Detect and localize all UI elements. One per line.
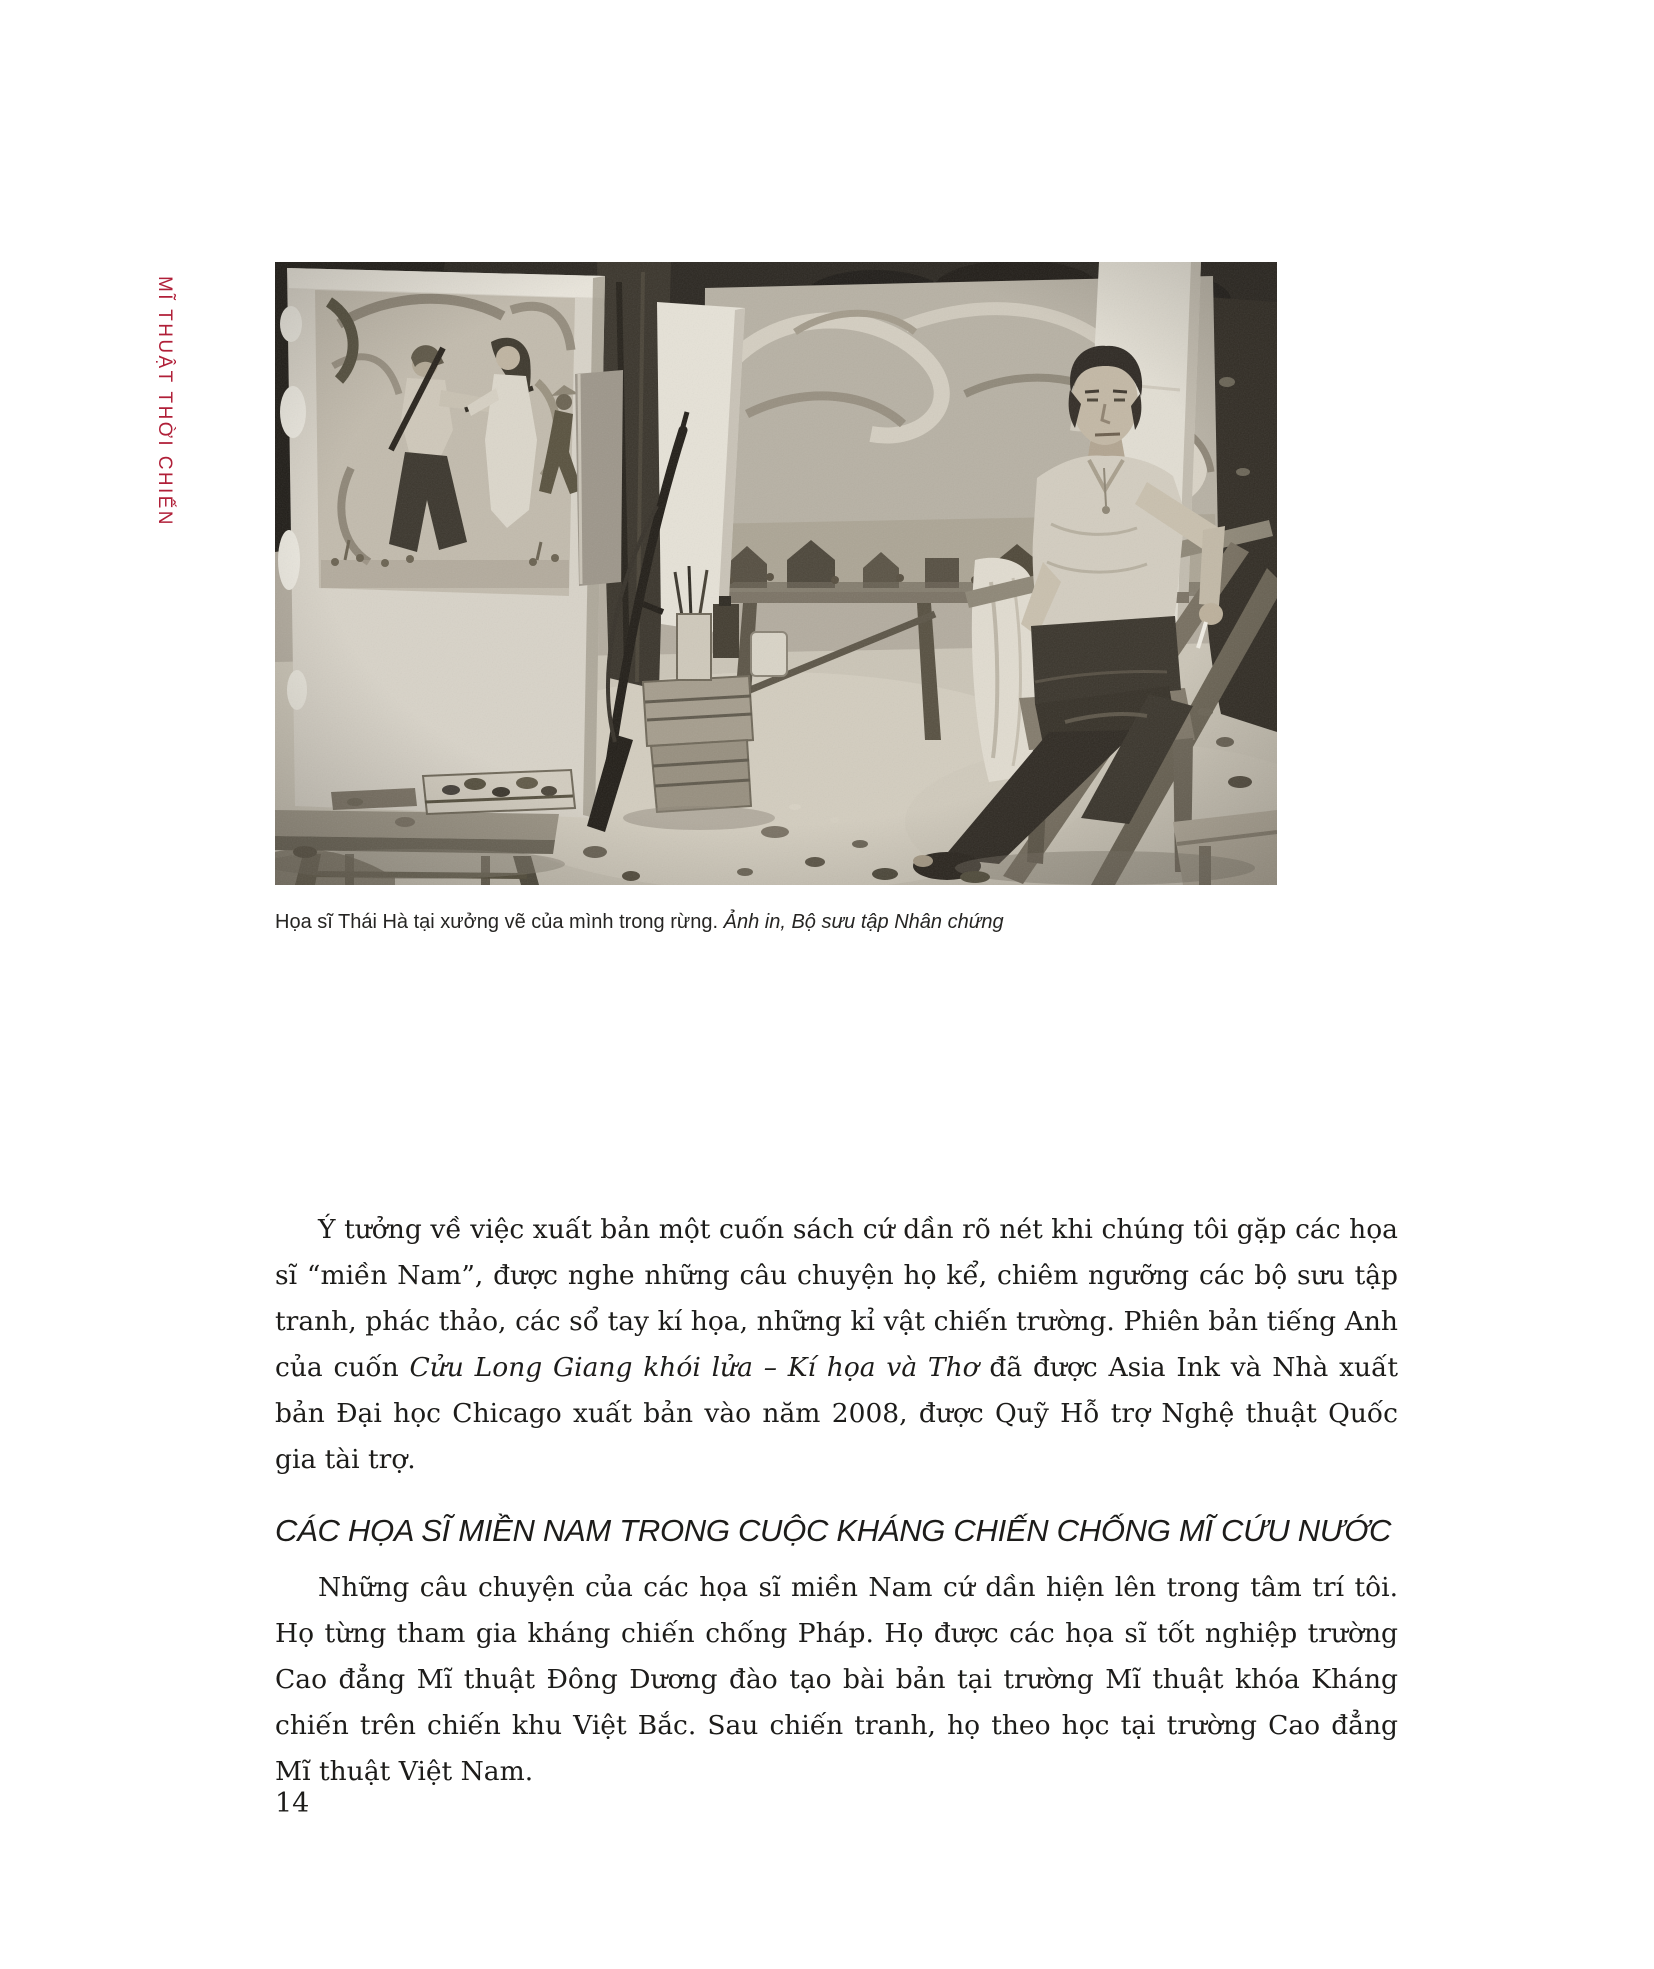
paragraph-southern-artists: Những câu chuyện của các họa sĩ miền Nam cứ dần hiện lên trong tâm trí tôi. Họ từng tham gia kháng chiến chống Pháp. Họ được các họa sĩ tốt nghiệp trường Cao đẳng Mĩ thuật Đông Dương đào tạo bài bản tại trường Mĩ thuật khóa Kháng chiến trên chiến khu Việt Bắc. Sau chiến tranh, họ theo học tại trường Cao đẳng Mĩ thuật Việt Nam. [275, 1572, 1398, 1787]
section-heading: CÁC HỌA SĨ MIỀN NAM TRONG CUỘC KHÁNG CHIẾN CHỐNG MĨ CỨU NƯỚC [275, 1513, 1392, 1548]
studio-photo [275, 262, 1277, 885]
chapter-running-head: MĨ THUẬT THỜI CHIẾN [154, 276, 175, 527]
photo-caption-text: Họa sĩ Thái Hà tại xưởng vẽ của mình trong rừng. [275, 911, 719, 933]
photo-caption [275, 911, 1295, 934]
article-body [275, 1207, 1398, 1795]
paragraph-intro-text: Ý tưởng về việc xuất bản một cuốn sách cứ dần rõ nét khi chúng tôi gặp các họa sĩ “miền Nam”, được nghe những câu chuyện họ kể, chiêm ngưỡng các bộ sưu tập tranh, phác thảo, các sổ tay kí họa, những kỉ vật chiến trường. Phiên bản tiếng Anh của cuốn [275, 1214, 1398, 1383]
paragraph-intro-rest: đã được Asia Ink và Nhà xuất bản Đại học Chicago xuất bản vào năm 2008, được Quỹ Hỗ trợ Nghệ thuật Quốc gia tài trợ. [275, 1352, 1398, 1475]
book-title-italic: Cửu Long Giang khói lửa – Kí họa và Thơ [409, 1352, 979, 1383]
page-number: 14 [275, 1788, 310, 1819]
film-grain [275, 262, 1277, 885]
studio-photo-illustration [275, 262, 1277, 885]
photo-caption-credit: Ảnh in, Bộ sưu tập Nhân chứng [723, 911, 1004, 933]
paragraph-intro [275, 1207, 1398, 1483]
